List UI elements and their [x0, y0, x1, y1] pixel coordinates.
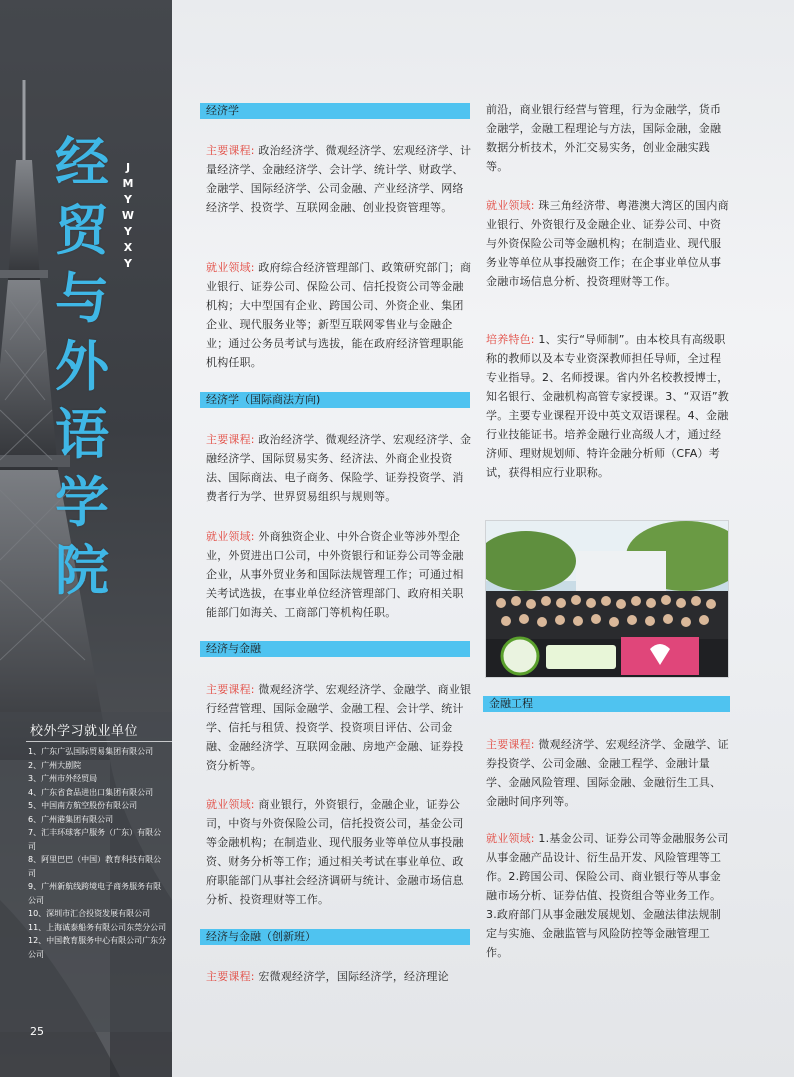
economics-intl-jobs: [206, 527, 472, 622]
feature-text: 1、实行“导师制”。由本校具有高级职称的教师以及本专业资深教师担任导师，全过程专业指导。2、名师授课。省内外名校教授博士，知名银行、金融机构高管专家授课。3、“双语”教学。主要专业课程开设中英文双语课程。4、金融行业技能证书。培养金融行业高级人才，通过经济师、理财规划师、特许金融分析师（CFA）考试，获得相应行业职称。: [486, 333, 729, 479]
abbr-letter: X: [123, 241, 133, 254]
jobs-label: 就业领域:: [206, 798, 255, 811]
abbr-letter: Y: [124, 257, 132, 270]
courses-text-lead: 宏微观经济学，国际经济学，经济理论: [258, 970, 449, 983]
abbr-letter: M: [122, 177, 134, 190]
fin-eng-jobs: [486, 829, 730, 962]
courses-text: 微观经济学、宏观经济学、金融学、商业银行经营管理、国际金融学、金融工程、会计学、统计学、信托与租赁、投资学、投资项目评估、公司金融、金融经济学、互联网金融、房地产金融、证券投资分析等。: [206, 683, 472, 772]
econ-finance-innov-feature: [486, 330, 730, 482]
courses-text: 政治经济学、微观经济学、宏观经济学、金融经济学、国际贸易实务、经济法、外商企业投资法、国际商法、电子商务、保险学、证券投资学、消费者行为学、世界贸易组织与规则等。: [206, 433, 472, 503]
courses-label: 主要课程:: [206, 683, 255, 696]
jobs-text: 外商独资企业、中外合资企业等涉外型企业，外贸进出口公司，中外资银行和证券公司等金融企业，从事外贸业务和国际法规管理工作；可通过相关考试选拔，在事业单位经济管理部门、政府相关职能部门如海关、工商部门等机构任职。: [206, 530, 464, 619]
partner-item: 2、广州大剧院: [28, 760, 82, 770]
econ-finance-courses: [206, 680, 472, 775]
title-char: 学: [55, 470, 109, 534]
econ-finance-jobs: [206, 795, 472, 909]
courses-label: 主要课程:: [206, 144, 255, 157]
abbr-letter: Y: [124, 193, 132, 206]
courses-label: 主要课程:: [206, 433, 255, 446]
courses-text: 微观经济学、宏观经济学、金融学、证券投资学、公司金融、金融工程学、金融计量学、金融风险管理、国际金融、金融衍生工具、金融时间序列等。: [486, 738, 729, 808]
partner-item: 6、广州港集团有限公司: [28, 814, 114, 824]
group-photo-illustration: [486, 521, 729, 678]
partner-item: 4、广东省食品进出口集团有限公司: [28, 787, 154, 797]
title-char: 外: [55, 334, 109, 398]
title-char: 贸: [55, 198, 109, 262]
partner-item: 11、上海诚泰船务有限公司东莞分公司: [28, 922, 167, 932]
feature-label: 培养特色:: [486, 333, 535, 346]
abbr-letter: W: [121, 209, 135, 222]
section-header-econ-finance: 经济与金融: [200, 641, 470, 657]
partner-item: 10、深圳市汇合投资发展有限公司: [28, 909, 151, 918]
partner-item: 8、阿里巴巴（中国）教育科技有限公司: [28, 855, 162, 878]
jobs-label: 就业领域:: [206, 530, 255, 543]
jobs-label: 就业领域:: [206, 261, 255, 274]
jobs-text: 珠三角经济带、粤港澳大湾区的国内商业银行、外资银行及金融企业、证券公司、中资与外资保险公司等金融机构；在制造业、现代服务业等单位从事投融资工作；在企事业单位从事金融市场信息分析、投资理财等工作。: [486, 199, 729, 288]
group-photo: [485, 520, 729, 678]
courses-text-cont: 前沿，商业银行经营与管理，行为金融学，货币金融学，金融工程理论与方法，国际金融，金融数据分析技术，外汇交易实务，创业金融实践等。: [486, 103, 722, 173]
section-header-economics-intl: 经济学（国际商法方向): [200, 392, 470, 408]
title-char: 经: [55, 130, 109, 194]
econ-finance-innov-courses-a: [206, 967, 472, 986]
page-number: 25: [30, 1025, 44, 1038]
econ-finance-innov-jobs: [486, 196, 730, 291]
title-char: 与: [55, 266, 109, 330]
partner-item: 7、汇丰环球客户服务（广东）有限公司: [28, 828, 162, 851]
partner-item: 1、广东广弘国际贸易集团有限公司: [28, 747, 154, 756]
courses-label: 主要课程:: [206, 970, 255, 983]
economics-intl-courses: [206, 430, 472, 506]
section-header-economics: 经济学: [200, 103, 470, 119]
section-header-econ-finance-innov: 经济与金融（创新班）: [200, 929, 470, 945]
partner-item: 5、中国南方航空股份有限公司: [28, 801, 138, 810]
title-char: 院: [55, 538, 109, 602]
partner-title: 校外学习就业单位: [30, 724, 139, 739]
fin-eng-courses: [486, 735, 730, 811]
economics-courses: [206, 141, 472, 217]
jobs-text: 商业银行，外资银行，金融企业，证券公司，中资与外资保险公司，信托投资公司，基金公司等金融机构；在制造业、现代服务业等单位从事投融资、财务分析等工作；通过相关考试在事业单位、政府职能部门从事社会经济调研与统计、金融市场信息分析、投资理财等工作。: [206, 798, 464, 906]
jobs-text: 政府综合经济管理部门、政策研究部门；商业银行、证券公司、保险公司、信托投资公司等金融机构；大中型国有企业、跨国公司、外资企业、集团企业、现代服务业等；新型互联网零售业与金融企业；通过公务员考试与选拔，能在政府经济管理职能机构任职。: [206, 261, 472, 369]
title-char: 语: [55, 402, 109, 466]
jobs-text: 1.基金公司、证券公司等金融服务公司从事金融产品设计、衍生品开发、风险管理等工作。2.跨国公司、保险公司、商业银行等从事金融市场分析、证券估值、投资组合等业务工作。3.政府部门从事金融发展规划、金融法律法规制定与实施、金融监管与风险防控等金融管理工作。: [486, 832, 729, 959]
jobs-label: 就业领域:: [486, 832, 535, 845]
econ-finance-innov-courses-b: [486, 100, 730, 176]
partner-item: 12、中国教育服务中心有限公司广东分公司: [28, 936, 167, 959]
section-header-fin-eng: 金融工程: [483, 696, 730, 712]
economics-jobs: [206, 258, 472, 372]
abbr-letter: J: [125, 161, 131, 174]
partner-item: 9、广州新航线跨境电子商务服务有限公司: [28, 882, 162, 905]
jobs-label: 就业领域:: [486, 199, 535, 212]
abbr-letter: Y: [124, 225, 132, 238]
courses-label: 主要课程:: [486, 738, 535, 751]
partner-item: 3、广州市外经贸局: [28, 774, 98, 783]
courses-text: 政治经济学、微观经济学、宏观经济学、计量经济学、金融经济学、会计学、统计学、财政学、金融学、国际经济学、公司金融、产业经济学、网络经济学、投资学、互联网金融、创业投资管理等。: [206, 144, 472, 214]
